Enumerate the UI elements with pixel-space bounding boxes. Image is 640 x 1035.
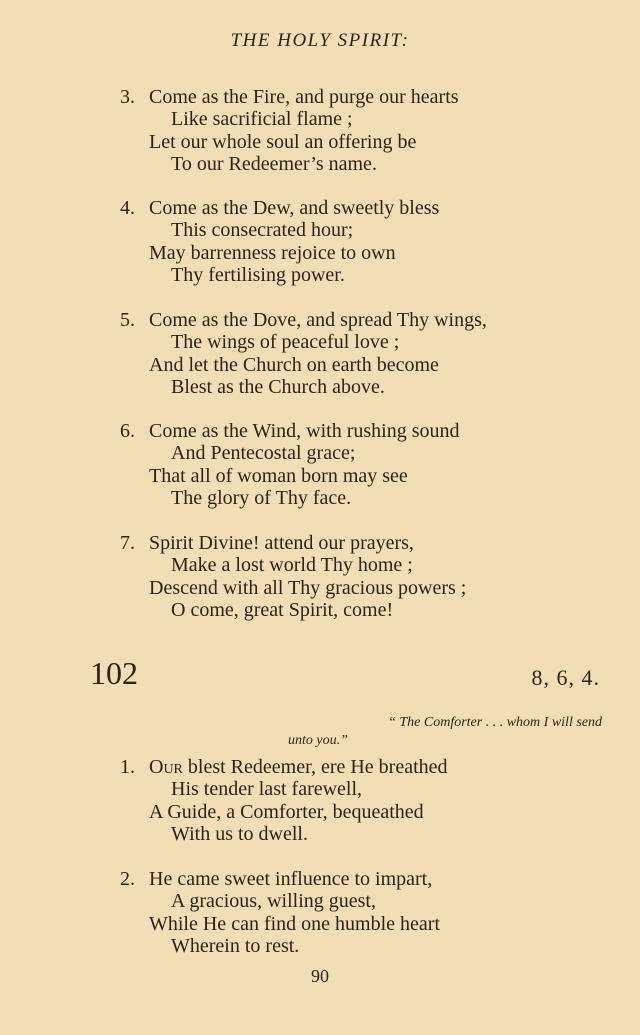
epigraph-line: “ The Comforter . . . whom I will send [388, 715, 602, 730]
verse-line: blest Redeemer, ere He breathed [182, 756, 448, 778]
verse-line: Come as the Dove, and spread Thy wings, [149, 309, 487, 331]
hymn-meter: 8, 6, 4. [531, 665, 600, 690]
verse-line: This consecrated hour; [171, 219, 354, 242]
verse-line: While He can find one humble heart [149, 912, 440, 935]
verse-line: Descend with all Thy gracious powers ; [149, 576, 467, 599]
page-number: 90 [311, 966, 329, 986]
verse-line: Let our whole soul an offering be [149, 130, 417, 153]
stanza-number: 3. [120, 86, 135, 108]
scripture-epigraph [262, 714, 602, 750]
verse-line: And let the Church on earth become [149, 353, 439, 376]
stanza-5 [120, 309, 600, 398]
stanza-4 [120, 197, 600, 286]
verse-line: Blest as the Church above. [171, 375, 385, 398]
first-word: Our [149, 756, 183, 778]
stanza-number: 1. [120, 756, 135, 778]
running-header: THE HOLY SPIRIT: [230, 30, 410, 51]
verse-line: That all of woman born may see [149, 464, 408, 487]
stanza-number: 6. [120, 420, 135, 442]
verse-line: Wherein to rest. [171, 934, 300, 957]
stanza-number: 5. [120, 309, 135, 331]
verse-line: Like sacrificial flame ; [171, 108, 353, 131]
epigraph-line: unto you.” [288, 733, 348, 748]
verse-line: His tender last farewell, [171, 778, 363, 801]
verse-line: And Pentecostal grace; [171, 442, 356, 465]
verse-line: A gracious, willing guest, [171, 890, 376, 913]
verse-line: He came sweet influence to impart, [149, 868, 433, 890]
verse-line: May barrenness rejoice to own [149, 241, 396, 264]
stanza-3 [120, 86, 600, 175]
stanza-6 [120, 420, 600, 509]
verse-line: The glory of Thy face. [171, 486, 352, 509]
stanza-2 [120, 868, 600, 957]
verse-line: Spirit Divine! attend our prayers, [149, 532, 414, 554]
verse-line: The wings of peaceful love ; [171, 331, 400, 354]
verse-line: Come as the Fire, and purge our hearts [149, 86, 459, 108]
hymn-number: 102 [90, 655, 138, 691]
verse-line: A Guide, a Comforter, bequeathed [149, 800, 424, 823]
verse-line: Come as the Dew, and sweetly bless [149, 197, 440, 219]
stanza-7 [120, 532, 600, 621]
verse-line: With us to dwell. [171, 822, 308, 845]
stanza-number: 7. [120, 532, 135, 554]
verse-line: Make a lost world Thy home ; [171, 554, 413, 577]
stanza-1 [120, 756, 600, 845]
verse-line: To our Redeemer’s name. [171, 152, 377, 175]
verse-line: Thy fertilising power. [171, 263, 345, 286]
verse-line: Come as the Wind, with rushing sound [149, 420, 460, 442]
stanza-number: 4. [120, 197, 135, 219]
verse-line: O come, great Spirit, come! [171, 598, 394, 621]
stanza-number: 2. [120, 868, 135, 890]
